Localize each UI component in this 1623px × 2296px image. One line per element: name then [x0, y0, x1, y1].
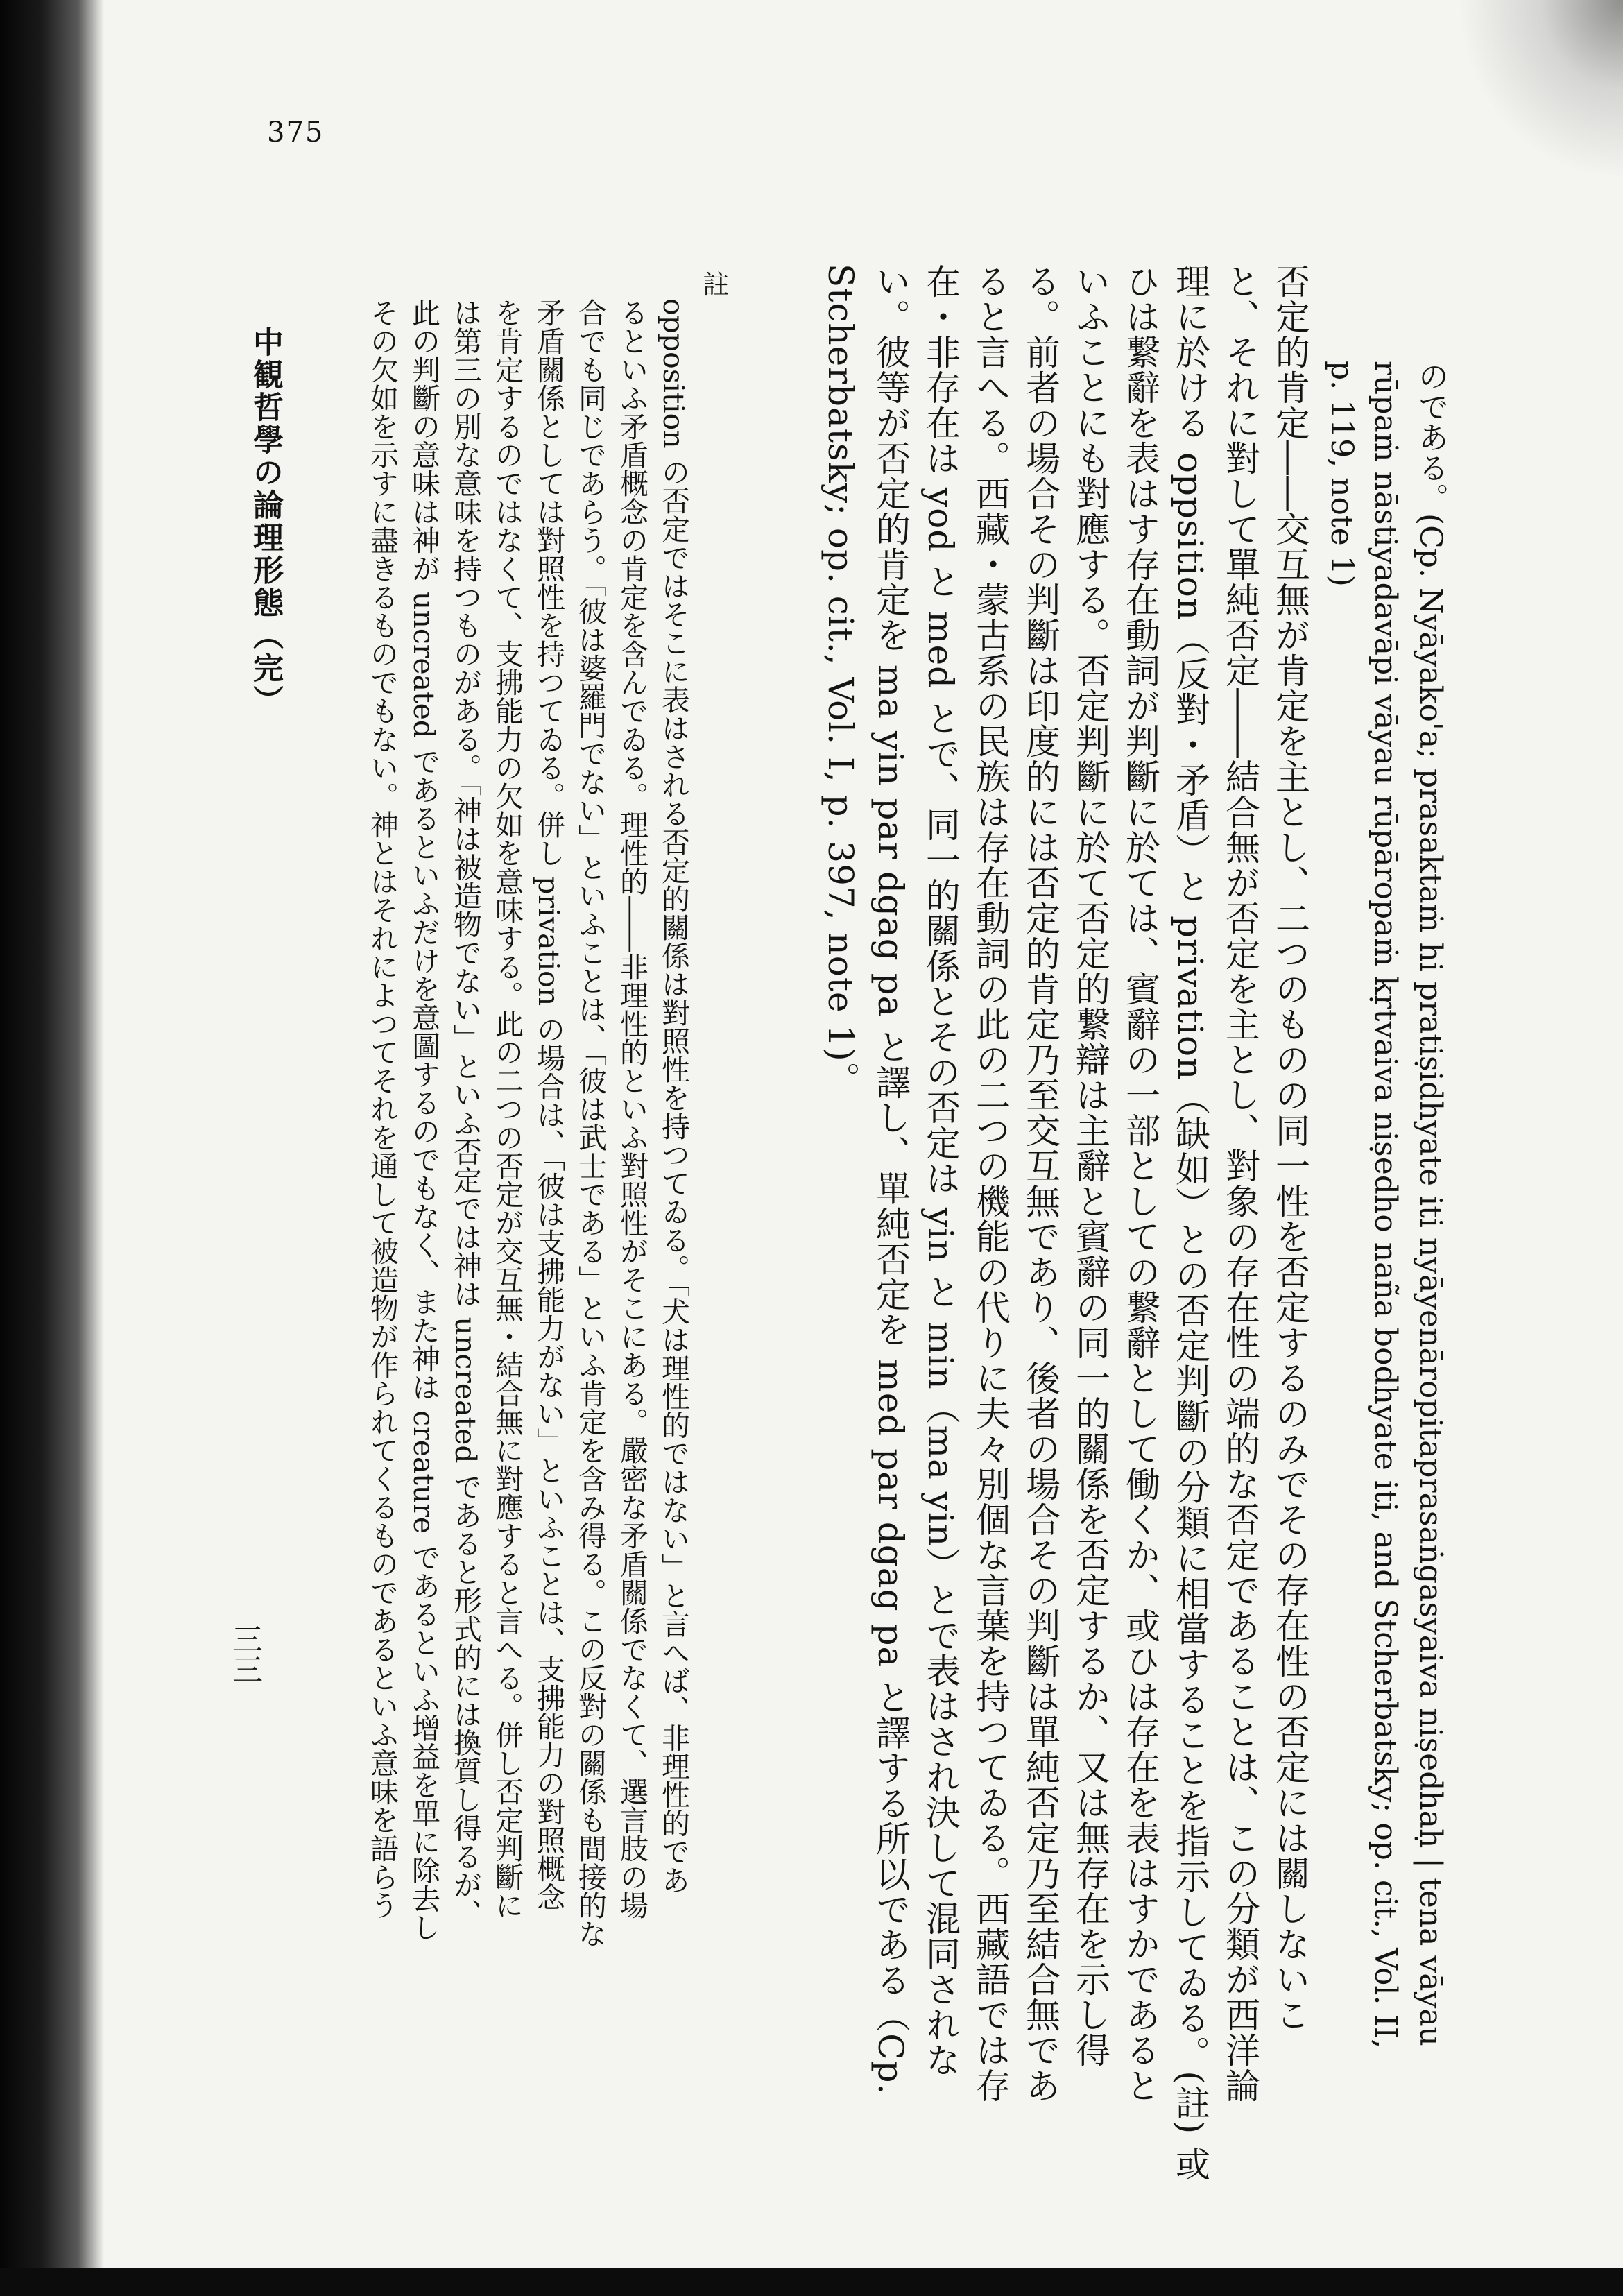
- quote-line: のである。(Cp. Nyāyako'a; prasaktaṁ hi pratiṣidhyate iti nyāyenāropitaprasaṅgasyaiva niṣedhaḥ | tena vāyau: [1413, 361, 1448, 2046]
- body-text-line: と、それに對して單純否定――結合無が否定を主とし、對象の存在性の端的な否定であることは、この分類が西洋論: [1220, 264, 1260, 2103]
- body-text-line: 理に於ける oppsition（反對・矛盾）と privation（缺如）との否定判斷の分類に相當することを指示してゐる。(註) 或: [1170, 264, 1210, 2182]
- quote-line: p. 119, note 1): [1324, 361, 1359, 587]
- running-title: 中観哲學の論理形態（完）: [248, 326, 283, 717]
- body-text-line: 在・非存在は yod と med とで、同一的關係とその否定は yin と min（ma yin）とで表はされ決して混同されな: [920, 264, 961, 2078]
- folio: 三三: [227, 1623, 262, 1684]
- page-number: 375: [267, 117, 325, 148]
- footnote-line: 此の判斷の意味は神が uncreated であるといふだけを意圖するのでもなく、また神は creature であるといふ增益を單に除去し: [407, 298, 440, 1942]
- body-text-line: 否定的肯定――交互無が肯定を主とし、二つのものの同一性を否定するのみでその存在性の否定には關しないこ: [1270, 264, 1310, 2032]
- footnote-line: を肯定するのではなくて、支拂能力の欠如を意味する。此の二つの否定が交互無・結合無に對應すると言へる。併し否定判斷に: [490, 298, 524, 1919]
- footnote-line: その欠如を示すに盡きるものでもない。神とはそれによつてそれを通して被造物が作られてくるものであるといふ意味を語らう: [366, 298, 399, 1919]
- binding-shadow: [0, 0, 104, 2268]
- footnote-line: 合でも同じであらう。「彼は婆羅門でない」といふことは、「彼は武士である」といふ肯定を含み得る。この反對の關係も間接的な: [574, 298, 607, 1948]
- body-text-line: いふことにも對應する。否定判斷に於て否定的繋辯は主辭と賓辭の同一的關係を否定するか、又は無存在を示し得: [1070, 264, 1110, 2068]
- footnote-line: opposition の否定ではそこに表はされる否定的關係は對照性を持つてゐる。「犬は理性的ではない」と言へば、非理性的であ: [657, 298, 690, 1894]
- footnote-line: は第三の別な意味を持つものがある。「神は被造物でない」といふ否定では神は uncreated であると形式的には換質し得るが、: [449, 298, 482, 1928]
- footnote-line: るといふ矛盾概念の肯定を含んでゐる。理性的――非理性的といふ對照性がそこにある。嚴密な矛盾關係でなくて、選言肢の場: [615, 298, 649, 1919]
- body-text-line: Stcherbatsky; op. cit., Vol. I, p. 397, note 1)。: [821, 264, 861, 1097]
- scan-bottom-edge: [0, 2268, 1623, 2296]
- body-text-line: る。前者の場合その判斷は印度的には否定的肯定乃至交互無であり、後者の場合その判斷は單純否定乃至結合無であ: [1020, 264, 1060, 2103]
- body-text-line: ひは繋辭を表はす存在動詞が判斷に於ては、賓辭の一部としての繋辭として働くか、或ひは存在を表はすかであると: [1120, 264, 1160, 2103]
- footnote-line: 矛盾關係としては對照性を持つてゐる。併し privation の場合は、「彼は支拂能力がない」といふことは、支拂能力の對照概念: [532, 298, 565, 1911]
- body-text-line: ると言へる。西藏・蒙古系の民族は存在動詞の此の二つの機能の代りに夫々別個な言葉を持つてゐる。西藏語では存: [970, 264, 1011, 2103]
- footnote-label: 註: [698, 271, 729, 297]
- scan-smudge: [1457, 0, 1623, 180]
- quote-line: rūpaṁ nāstiyadavāpi vāyau rūpāropaṁ kṛtvaiva niṣedho naña bodhyate iti, and Stcherbatsky; op. cit., Vol. II,: [1368, 361, 1403, 2049]
- body-text-line: い。彼等が否定的肯定を ma yin par dgag pa と譯し、單純否定を med par dgag pa と譯する所以である（Cp.: [870, 264, 911, 2096]
